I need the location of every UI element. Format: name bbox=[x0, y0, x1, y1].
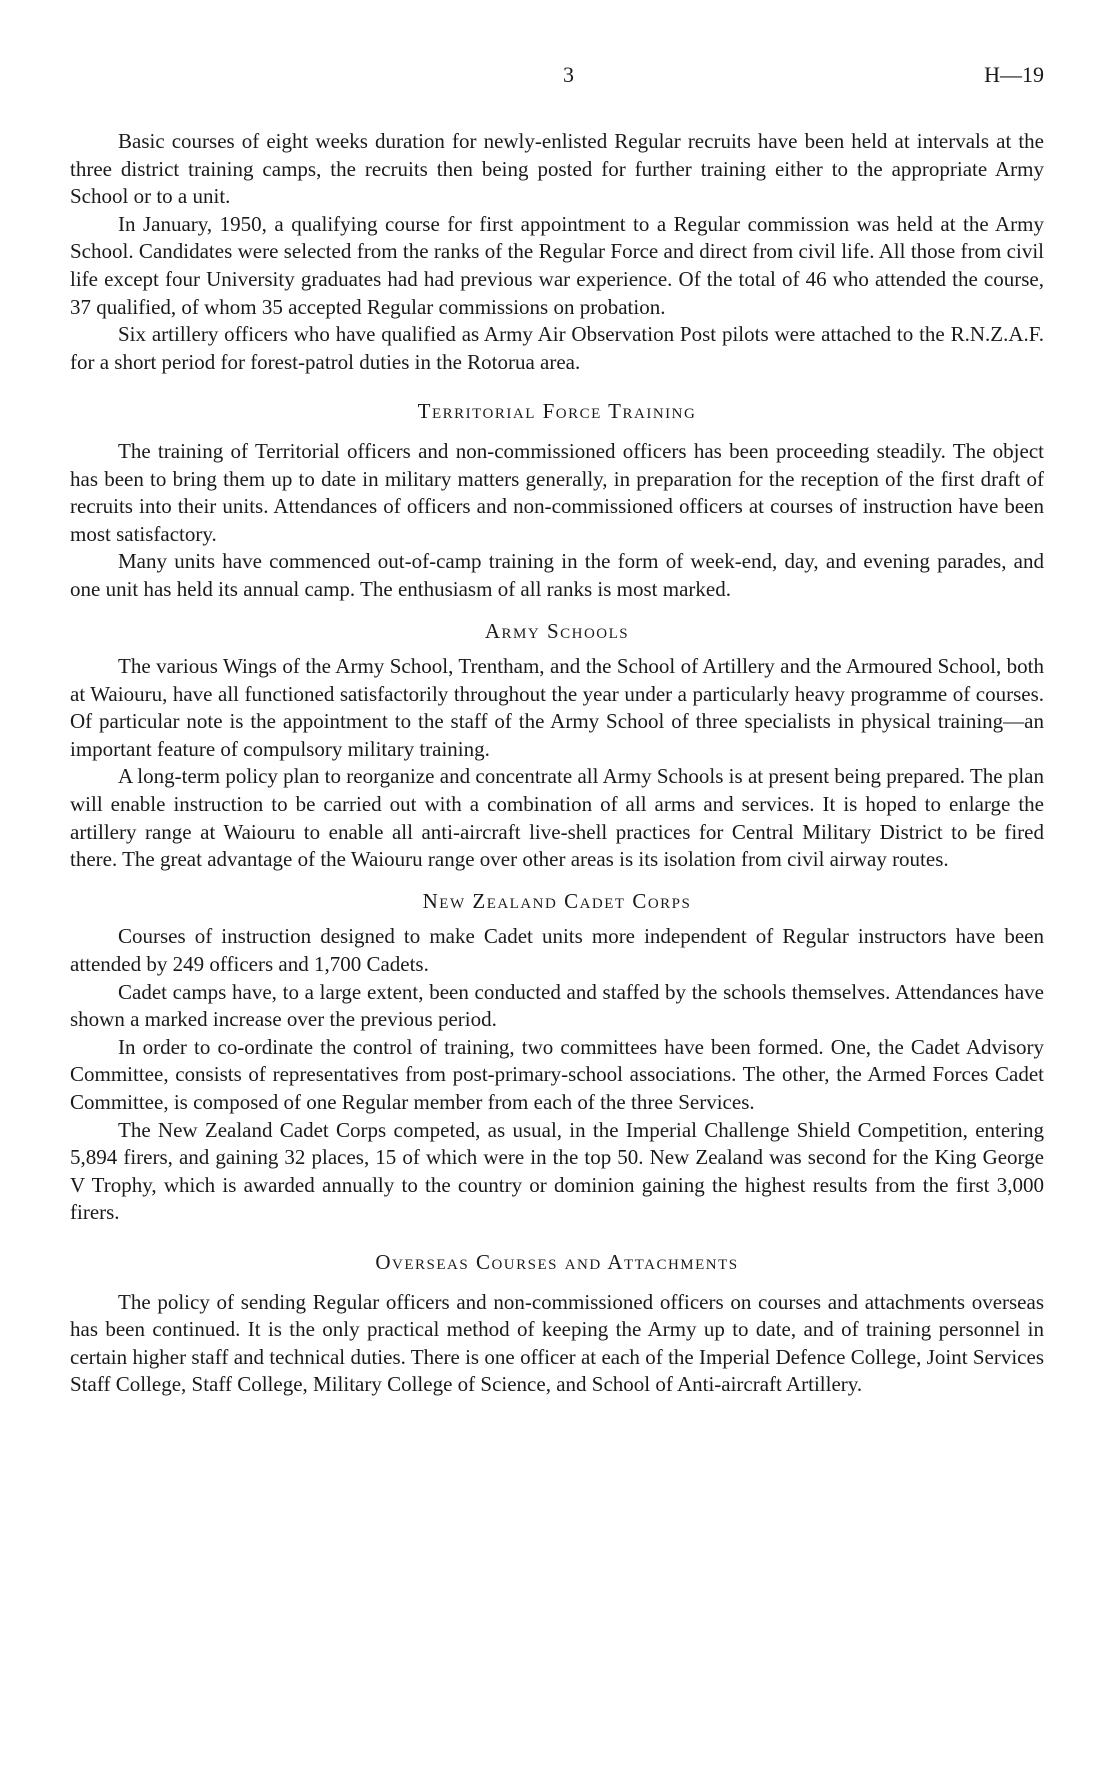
section-heading-territorial-force-training: Territorial Force Training bbox=[417, 399, 697, 424]
section-heading-new-zealand-cadet-corps: New Zealand Cadet Corps bbox=[422, 888, 692, 913]
paragraph: The New Zealand Cadet Corps competed, as usual, in the Imperial Challenge Shield Competition, entering 5,894 firers, and gaining 32 places, 15 of which were in the top 50. New Zealand was second for the King George V Trophy, which is awarded annually to the country or dominion gaining the highest results from the first 3,000 firers. bbox=[70, 1117, 1044, 1225]
paragraph: The policy of sending Regular officers and non-commissioned officers on courses and attachments overseas has been continued. It is the only practical method of keeping the Army up to date, and of training personnel in certain higher staff and technical duties. There is one officer at each of the Imperial Defence College, Joint Services Staff College, Staff College, Military College of Science, and School of Anti-aircraft Artillery. bbox=[70, 1289, 1044, 1397]
page-header bbox=[0, 62, 1114, 92]
paragraph: A long-term policy plan to reorganize and concentrate all Army Schools is at present being prepared. The plan will enable instruction to be carried out with a combination of all arms and services. It is hoped to enlarge the artillery range at Waiouru to enable all anti-aircraft live-shell practices for Central Military District to be fired there. The great advantage of the Waiouru range over other areas is its isolation from civil airway routes. bbox=[70, 764, 1044, 872]
paragraph: In order to co-ordinate the control of training, two committees have been formed. One, the Cadet Advisory Committee, consists of representatives from post-primary-school associations. The other, the Armed Forces Cadet Committee, is composed of one Regular member from each of the three Services. bbox=[70, 1034, 1044, 1114]
section-heading-army-schools: Army Schools bbox=[484, 618, 630, 643]
paragraph: Courses of instruction designed to make Cadet units more independent of Regular instructors have been attended by 249 officers and 1,700 Cadets. bbox=[70, 924, 1044, 977]
paragraph: Basic courses of eight weeks duration for newly-enlisted Regular recruits have been held at intervals at the three district training camps, the recruits then being posted for further training either to the appropriate Army School or to a unit. bbox=[70, 129, 1044, 209]
document-body bbox=[70, 128, 1044, 1399]
paragraph: Six artillery officers who have qualified as Army Air Observation Post pilots were attached to the R.N.Z.A.F. for a short period for forest-patrol duties in the Rotorua area. bbox=[70, 322, 1044, 374]
paragraph: In January, 1950, a qualifying course for first appointment to a Regular commission was held at the Army School. Candidates were selected from the ranks of the Regular Force and direct from civil life. All those from civil life except four University graduates had had previous war experience. Of the total of 46 who attended the course, 37 qualified, of whom 35 accepted Regular commissions on probation. bbox=[70, 211, 1044, 319]
paragraph: The training of Territorial officers and non-commissioned officers has been proceeding steadily. The object has been to bring them up to date in military matters generally, in preparation for the reception of the first draft of recruits into their units. Attendances of officers and non-commissioned officers at courses of instruction have been most satisfactory. bbox=[70, 438, 1044, 546]
paragraph: Cadet camps have, to a large extent, been conducted and staffed by the schools themselves. Attendances have shown a marked increase over the previous period. bbox=[70, 979, 1044, 1032]
page-number: 3 bbox=[563, 62, 574, 87]
section-heading-overseas-courses-and-attachments: Overseas Courses and Attachments bbox=[375, 1249, 739, 1274]
paragraph: Many units have commenced out-of-camp training in the form of week-end, day, and evening parades, and one unit has held its annual camp. The enthusiasm of all ranks is most marked. bbox=[70, 549, 1044, 601]
paragraph: The various Wings of the Army School, Trentham, and the School of Artillery and the Armoured School, both at Waiouru, have all functioned satisfactorily throughout the year under a particularly heavy programme of courses. Of particular note is the appointment to the staff of the Army School of three specialists in physical training—an important feature of compulsory military training. bbox=[70, 654, 1044, 761]
document-reference: H—19 bbox=[984, 62, 1044, 87]
